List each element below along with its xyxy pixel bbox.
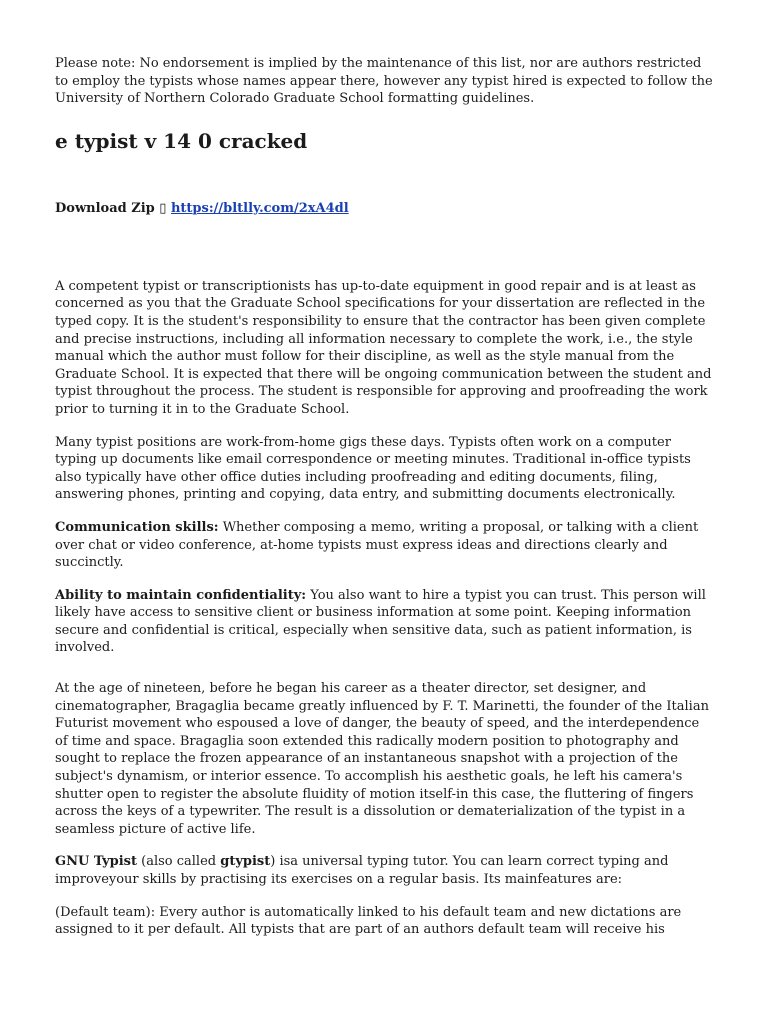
document-body — [55, 55, 715, 954]
paragraph-typist-equipment: A competent typist or transcriptionists has up-to-date equipment in good repair and is at least as concerned as you that the Graduate School specifications for your dissertation are reflected in the typed copy. It is the student's responsibility to ensure that the contractor has been given complete and precise instructions, including all information necessary to complete the work, i.e., the style manual which the author must follow for their discipline, as well as the style manual from the Graduate School. It is expected that there will be ongoing communication between the student and typist throughout the process. The student is responsible for approving and proofreading the work prior to turning it in to the Graduate School. — [55, 278, 712, 417]
download-link[interactable]: https://bltlly.com/2xA4dl — [170, 200, 349, 216]
disclaimer-note: Please note: No endorsement is implied by the maintenance of this list, nor are authors restricted to employ the typists whose names appear there, however any typist hired is expected to follow the University of Northern Colorado Graduate School formatting guidelines. — [55, 56, 713, 107]
paragraph-confidentiality — [55, 587, 715, 657]
confidentiality-heading: Ability to maintain confidentiality: — [55, 587, 307, 603]
paragraph-communication-skills — [55, 519, 715, 572]
paragraph-typist-positions: Many typist positions are work-from-home gigs these days. Typists often work on a computer typing up documents like email correspondence or meeting minutes. Traditional in-office typists also typically have other office duties including proofreading and editing documents, filing, answering phones, printing and copying, data entry, and submitting documents electronically. — [55, 434, 691, 503]
gnu-typist-text-2: ) isa universal typing tutor. You can learn correct typing and improveyour skills by practising its exercises on a regular basis. Its mainfeatures are: — [55, 854, 669, 887]
gtypist-name: gtypist — [220, 854, 271, 870]
download-label: Download Zip ▯ — [55, 200, 167, 216]
download-line — [55, 200, 715, 218]
gnu-typist-name: GNU Typist — [55, 854, 137, 870]
page-title: e typist v 14 0 cracked — [55, 128, 308, 153]
communication-skills-text: Whether composing a memo, writing a proposal, or talking with a client over chat or video conference, at-home typists must express ideas and directions clearly and succinctly. — [55, 519, 699, 571]
paragraph-bragaglia: At the age of nineteen, before he began his career as a theater director, set designer, and cinematographer, Bragaglia became greatly influenced by F. T. Marinetti, the founder of the Italian Futurist movement who espoused a love of danger, the beauty of speed, and the interdependence of time and space. Bragaglia soon extended this radically modern position to photography and sought to replace the frozen appearance of an instantaneous snapshot with a projection of the subject's dynamism, or interior essence. To accomplish his aesthetic goals, he left his camera's shutter open to register the absolute fluidity of motion itself-in this case, the fluttering of fingers across the keys of a typewriter. The result is a dissolution or dematerialization of the typist in a seamless picture of active life. — [55, 681, 709, 837]
gnu-typist-text-1: (also called — [137, 854, 221, 870]
paragraph-gnu-typist — [55, 853, 715, 888]
paragraph-default-team: (Default team): Every author is automatically linked to his default team and new dictations are assigned to it per default. All typists that are part of an authors default team will receive his — [55, 904, 682, 938]
communication-skills-heading: Communication skills: — [55, 519, 219, 535]
confidentiality-text: You also want to hire a typist you can trust. This person will likely have access to sensitive client or business information at some point. Keeping information secure and confidential is critical, especially when sensitive data, such as patient information, is involved. — [55, 587, 706, 656]
